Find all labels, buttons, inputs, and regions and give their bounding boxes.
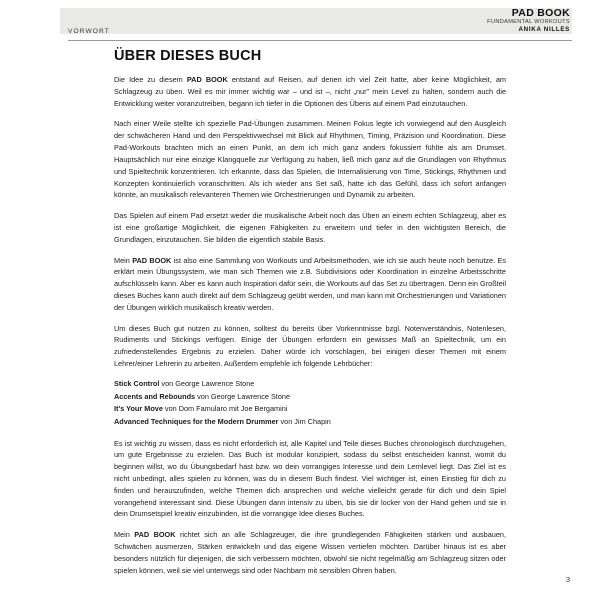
body-text: Um dieses Buch gut nutzen zu können, solltest du bereits über Vorkenntnisse bzgl. Notenverständnis, Notenlesen, Rudiments und Stickings verfügen. Einige der Übungen erfordern ein gewisses Maß an Spieltechnik, um ein zufriedenstellendes Ergebnis zu erzielen. Daher würde ich vorschlagen, bei einigen dieser Themen mit einem Lehrer/einer Lehrerin zu arbeiten. Außerdem empfehle ich folgende Lehrbücher: — [114, 323, 506, 369]
book-title: It's Your Move — [114, 404, 163, 414]
body-text: Mein — [114, 530, 135, 540]
book-author: von Dom Famularo mit Joe Bergamini — [162, 404, 288, 414]
book-author: ANIKA NILLES — [518, 25, 570, 33]
paragraph — [114, 210, 506, 245]
emphasis-text: PAD BOOK — [186, 75, 228, 84]
page-number: 3 — [565, 575, 570, 584]
emphasis-text: PAD BOOK — [132, 255, 172, 265]
book-title: Stick Control — [114, 378, 160, 388]
book-author: von George Lawrence Stone — [195, 391, 291, 401]
page-header — [0, 0, 600, 42]
book-title: Advanced Techniques for the Modern Drummer — [114, 417, 279, 427]
body-text: Es ist wichtig zu wissen, dass es nicht erforderlich ist, alle Kapitel und Teile dieses Buches chronologisch durchzugehen, um gute Ergebnisse zu erzielen. Das Buch ist modular konzipiert, sodass du selbst entscheiden kannst, womit du beginnen willst, wo du Übungsbedarf hast bzw. wo dein vorrangiges Interesse und dein Lernlevel liegt. Das Ziel ist es nicht unbedingt, alles spielen zu können, was du in diesem Buch findest. Viel wichtiger ist, einen Einstieg für dich zu finden und herauszufinden, welche Themen dich ansprechen und welche vielleicht gerade für dich und dein Spiel vorangehend interessant sind. Diese Übungen dann intensiv zu üben, bis sie dir locker von der Hand gehen und sie in dein Drumsetspiel kreativ einzubinden, ist die vorrangige Idee dieses Buches. — [114, 438, 506, 519]
paragraph — [114, 118, 506, 201]
recommended-books-list — [114, 378, 506, 428]
page-content — [114, 48, 506, 586]
header-divider — [68, 40, 572, 41]
page-title: ÜBER DIESES BUCH — [114, 48, 262, 64]
paragraph — [114, 438, 506, 521]
paragraph — [114, 255, 506, 314]
list-item — [114, 416, 506, 427]
body-text: Mein — [114, 255, 133, 265]
body-text: ist also eine Sammlung von Workouts und Arbeitsmethoden, wie ich sie auch heute noch benutze. Es erklärt mein Übungssystem, wie man sich Themen wie z.B. Subdivisions oder Koordination in einzelne Arbeitsschritte aufschlüsseln kann. Aber es kann auch Inspiration dafür sein, die Workouts auf das Set zu übertragen. Denn ein Großteil dieses Buches kann auch direkt auf dem Schlagzeug geübt werden, und man kann mit Orchestrierungen und Variationen der Übungen wirklich musikalisch kreativ werden. — [114, 255, 506, 312]
emphasis-text: PAD BOOK — [134, 530, 176, 540]
book-author: von Jim Chapin — [278, 417, 331, 427]
body-text: Das Spielen auf einem Pad ersetzt weder die musikalische Arbeit noch das Üben an einem echten Schlagzeug, aber es ist eine großartige Möglichkeit, die eigenen Fähigkeiten zu erweitern und tiefer in den wichtigsten Bereich, die Grundlagen, einzutauchen. Sie bilden die eigentlich stabile Basis. — [114, 211, 506, 244]
list-item — [114, 403, 506, 414]
section-label: VORWORT — [68, 28, 110, 35]
list-item — [114, 391, 506, 402]
book-title: PAD BOOK — [511, 7, 570, 19]
body-text: Die Idee zu diesem — [114, 75, 187, 84]
book-title: Accents and Rebounds — [114, 391, 196, 401]
book-author: von George Lawrence Stone — [159, 378, 255, 388]
list-item — [114, 378, 506, 389]
body-text: richtet sich an alle Schlagzeuger, die ihre grundlegenden Fähigkeiten stärken und ausbauen, Schwächen ausmerzen, Stärken entwickeln und das eigene Wissen vertiefen möchten. Darüber hinaus ist es aber besonders nützlich für diejenigen, die sich verbessern möchten, obwohl sie nicht regelmäßig am Schlagzeug sitzen oder spielen können, weil sie viel unterwegs sind oder Nachbarn mit sensiblen Ohren haben. — [114, 530, 507, 575]
book-subtitle: FUNDAMENTAL WORKOUTS — [487, 18, 570, 25]
body-text: Nach einer Weile stellte ich spezielle Pad-Übungen zusammen. Meinen Fokus legte ich vorwiegend auf den Ausgleich der schwächeren Hand und den Perspektivwechsel mit Blick auf Rhythmen, Timing, Präzision und Koordination. Diese Pad-Workouts brachten mich an einen Punkt, an dem ich mich ganz anders fokussiert fühlte als am Drumset. Hauptsächlich nur eine einzige Klangquelle zur Verfügung zu haben, ließ mich ganz auf die Grundlagen von Rhythmus und Spieltechnik konzentrieren. Ich erkannte, dass das Spielen, die Internalisierung von Time, Stickings, Rhythmen und Konzepten kontinuierlich voranschritten. Als ich wieder ans Set saß, hatte ich das Gefühl, dass ich sofort anfangen könnte, an musikalisch relevanteren Themen wie Orchestrierungen und Dynamik zu arbeiten. — [114, 119, 506, 200]
paragraph — [114, 529, 506, 576]
book-branding — [487, 8, 570, 33]
paragraph — [114, 74, 506, 109]
paragraph — [114, 323, 506, 370]
body-text: entstand auf Reisen, auf denen ich viel Zeit hatte, aber keine Möglichkeit, am Schlagzeug zu üben. Weil es mir immer wichtig war – und ist –, nicht „nur" mein Level zu halten, sondern auch die Entwicklung weiter voranzutreiben, begann ich tiefer in die Optionen des Übens auf einem Pad einzutauchen. — [114, 75, 506, 108]
